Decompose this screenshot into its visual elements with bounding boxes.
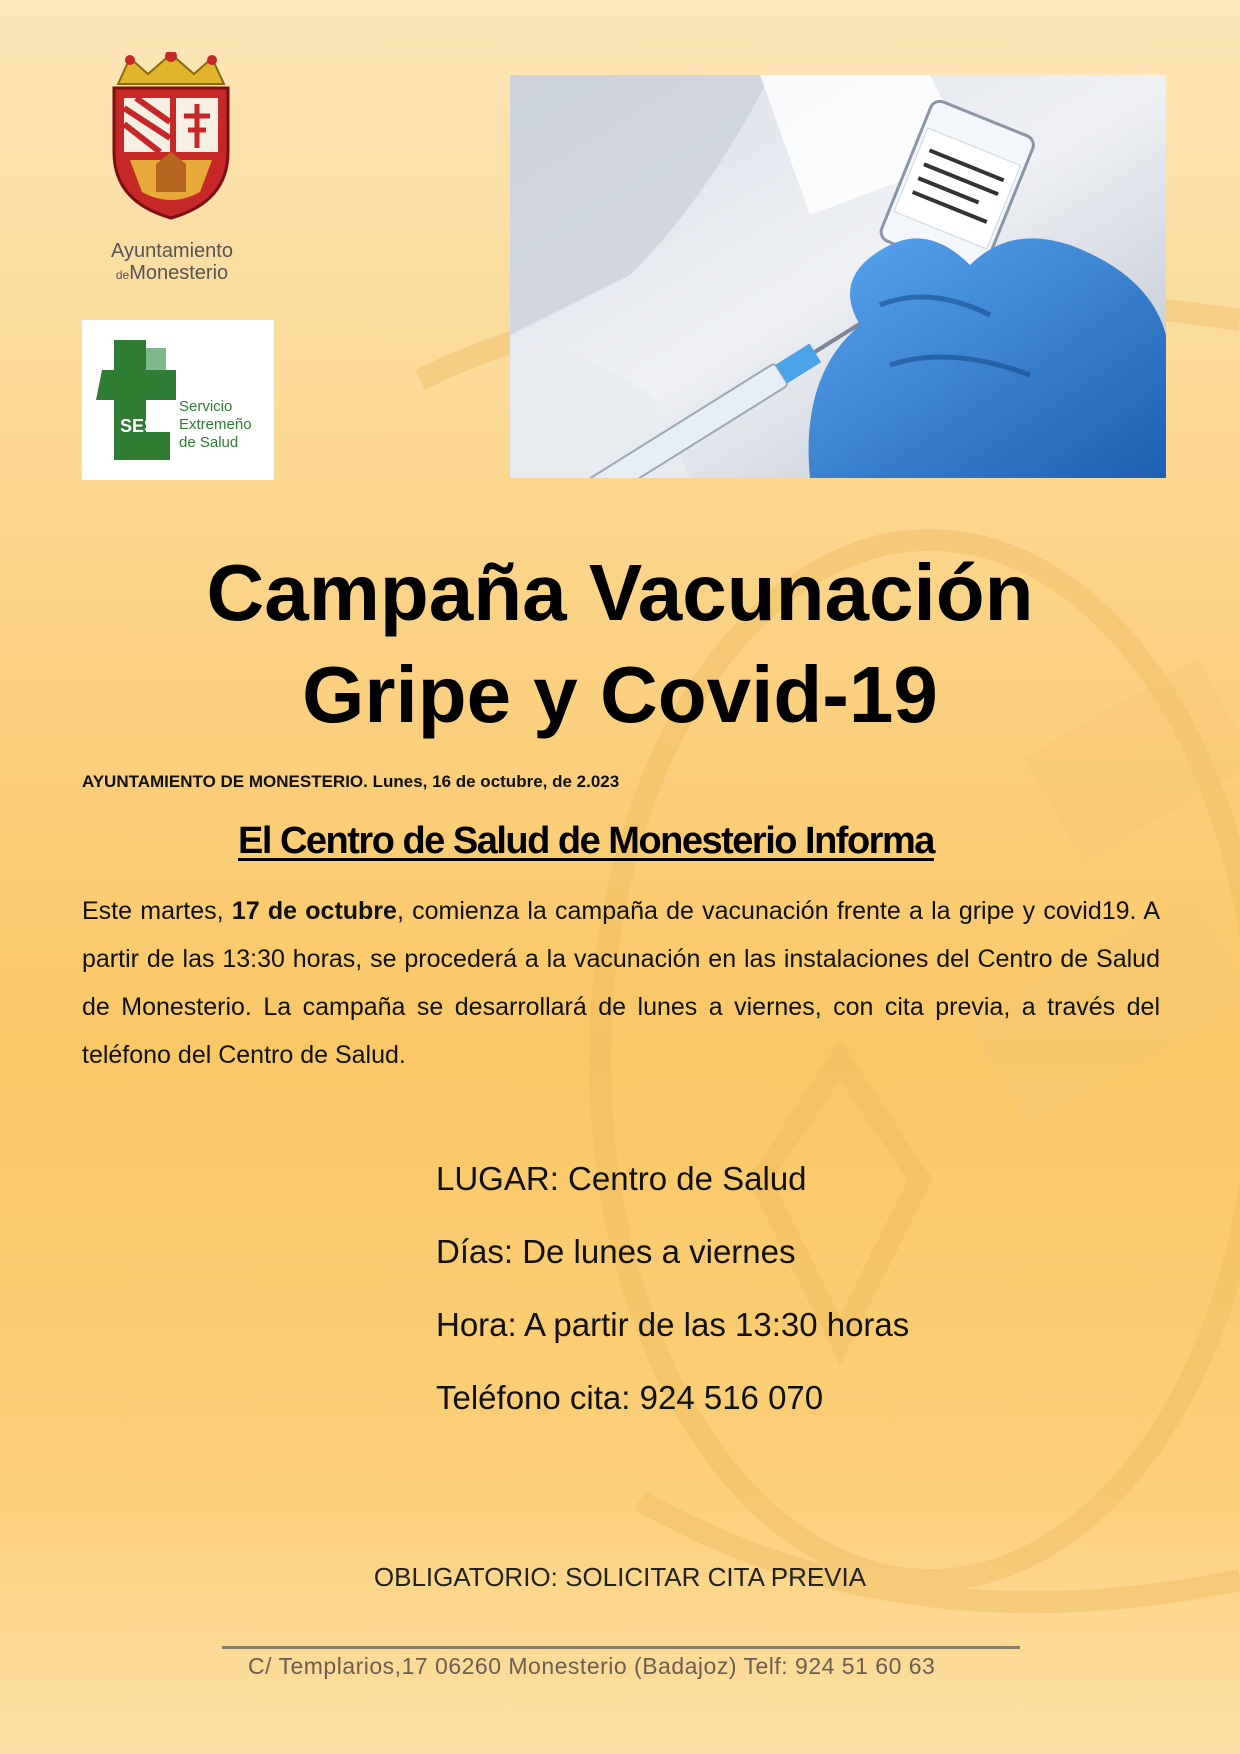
vaccine-vial-photo: [510, 75, 1166, 478]
mandatory-notice: OBLIGATORIO: SOLICITAR CITA PREVIA: [373, 1562, 867, 1592]
ses-name-line1: Servicio: [179, 398, 233, 415]
page-title: [60, 542, 1180, 746]
ses-logo: [82, 320, 274, 480]
coat-of-arms-icon: [100, 52, 242, 222]
ses-cross-icon: [96, 340, 186, 460]
info-days: Días: De lunes a viernes: [436, 1233, 796, 1270]
municipality-name-line2: Monesterio: [129, 262, 229, 284]
ses-name-line2: Extremeño: [179, 416, 252, 433]
subtitle: El Centro de Salud de Monesterio Informa: [238, 820, 934, 862]
dateline: AYUNTAMIENTO DE MONESTERIO. Lunes, 16 de octubre, de 2.023: [82, 772, 620, 791]
footer-divider: [222, 1646, 1020, 1649]
info-hour: Hora: A partir de las 13:30 horas: [436, 1306, 910, 1343]
announcement-paragraph: [82, 887, 1160, 1079]
footer-address: C/ Templarios,17 06260 Monesterio (Badajoz) Telf: 924 51 60 63: [248, 1653, 936, 1679]
municipality-name-prefix: de: [115, 268, 130, 282]
municipality-name: [92, 240, 252, 286]
paragraph-part1: Este martes,: [82, 897, 232, 925]
info-place: LUGAR: Centro de Salud: [436, 1160, 807, 1197]
page-title-line2: Gripe y Covid-19: [302, 650, 938, 739]
ses-letters: SES: [120, 416, 157, 436]
municipality-name-line1: Ayuntamiento: [111, 240, 233, 262]
ses-name: [179, 398, 252, 452]
page-title-line1: Campaña Vacunación: [206, 548, 1034, 637]
paragraph-part2: , comienza la campaña de vacunación frente a la gripe y covid19. A partir de las 13:30 horas, se procederá a la vacunación en las instalaciones del Centro de Salud de Monesterio. La campaña se desarrollará de lunes a viernes, con cita previa, a través del teléfono del Centro de Salud.: [82, 897, 1160, 1069]
paragraph-bold-date: 17 de octubre: [231, 897, 397, 925]
info-phone: Teléfono cita: 924 516 070: [436, 1379, 824, 1416]
ses-name-line3: de Salud: [179, 434, 239, 451]
